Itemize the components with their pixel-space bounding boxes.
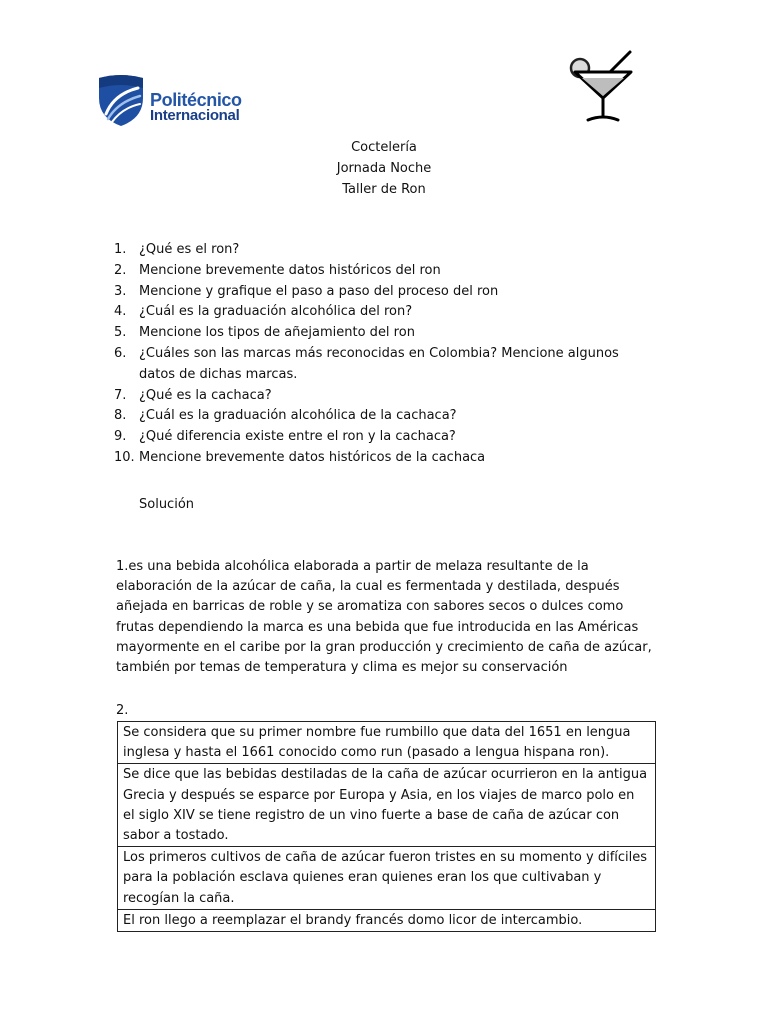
table-row [118,847,656,910]
question-item [114,323,654,344]
question-text: Mencione brevemente datos históricos del ron [139,262,441,278]
question-number: 4. [114,304,127,320]
table-row [118,909,656,931]
question-number: 8. [114,408,127,424]
question-number: 1. [114,242,127,257]
history-facts-table [117,721,656,932]
question-number: 5. [114,325,127,341]
question-text: ¿Cuáles son las marcas más reconocidas en Colombia? Mencione algunos datos de dichas marcas. [139,345,619,382]
question-text: Mencione brevemente datos históricos de la cachaca [139,449,486,465]
answer-2-label: 2. [116,703,129,718]
question-text: ¿Cuál es la graduación alcohólica del ron? [139,304,413,320]
solution-heading: Solución [139,497,195,512]
table-cell: Se considera que su primer nombre fue rumbillo que data del 1651 en lengua inglesa y hasta el 1661 conocido como run (pasado a lengua hispana ron). [118,722,656,764]
question-text: ¿Qué es el ron? [139,242,240,257]
question-item [114,344,654,386]
document-header [0,137,768,200]
question-item [114,406,654,427]
question-number: 2. [114,262,127,278]
logo-name-line-2: Internacional [150,107,240,124]
question-text: Mencione y grafique el paso a paso del proceso del ron [139,283,499,299]
question-number: 7. [114,387,127,403]
question-item [114,427,654,448]
table-cell: Se dice que las bebidas destiladas de la caña de azúcar ocurrieron en la antigua Grecia y después se esparce por Europa y Asia, en los viajes de marco polo en el siglo XIV se tiene registro de un vino fuerte a base de caña de azúcar con sabor a tostado. [118,764,656,847]
question-text: ¿Qué es la cachaca? [139,387,272,403]
question-item [114,261,654,282]
header-course: Coctelería [351,140,417,155]
question-item [114,386,654,407]
question-list [114,240,654,469]
question-text: ¿Qué diferencia existe entre el ron y la cachaca? [139,429,456,445]
logo-name-line-1: Politécnico [150,90,242,110]
question-item [114,240,654,261]
question-number: 3. [114,283,127,299]
question-text: ¿Cuál es la graduación alcohólica de la cachaca? [139,408,457,424]
table-cell: El ron llego a reemplazar el brandy francés domo licor de intercambio. [118,909,656,931]
table-cell: Los primeros cultivos de caña de azúcar fueron tristes en su momento y difíciles para la población esclava quienes eran quienes eran los que cultivaban y recogían la caña. [118,847,656,910]
question-number: 10. [114,449,135,465]
politecnico-logo [96,72,256,130]
question-number: 6. [114,345,127,361]
cocktail-glass-icon [558,48,650,126]
table-row [118,722,656,764]
question-item [114,448,654,469]
header-workshop: Taller de Ron [342,182,426,197]
answer-1-paragraph: 1.es una bebida alcohólica elaborada a partir de melaza resultante de la elaboración de la azúcar de caña, la cual es fermentada y destilada, después añejada en barricas de roble y se aromatiza con sabores secos o dulces como frutas dependiendo la marca es una bebida que fue introducida en las Américas mayormente en el caribe por la gran producción y crecimiento de caña de azúcar, también por temas de temperatura y clima es mejor su conservación [116,559,652,676]
question-item [114,302,654,323]
shield-icon [96,74,146,128]
question-text: Mencione los tipos de añejamiento del ron [139,325,415,341]
header-schedule: Jornada Noche [336,161,432,176]
table-row [118,764,656,847]
question-item [114,282,654,303]
question-number: 9. [114,429,127,445]
